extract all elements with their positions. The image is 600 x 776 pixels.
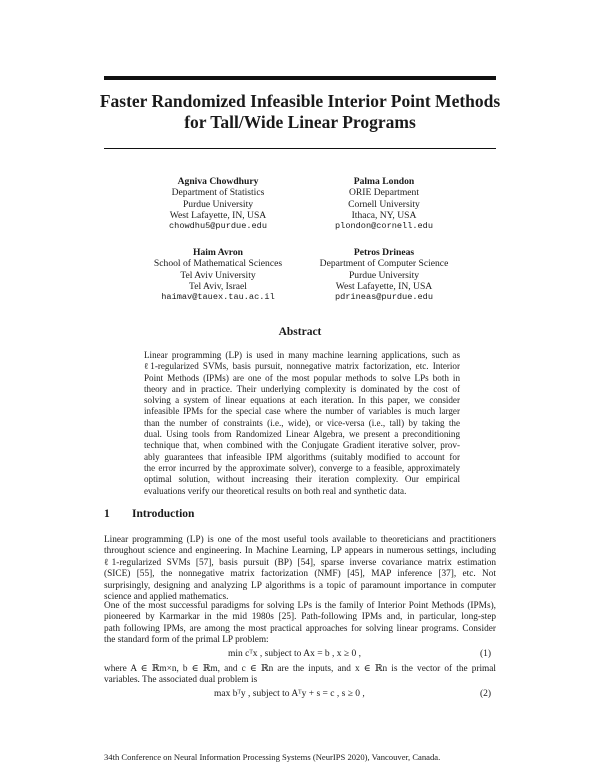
author-email[interactable]: plondon@cornell.edu (335, 221, 433, 232)
author-affiliation: Tel Aviv, Israel (189, 280, 247, 292)
paragraph-line: the standard form of the primal LP problem: (104, 635, 269, 646)
paragraph-line: variables. The associated dual problem is (104, 675, 258, 686)
author-affiliation: Purdue University (348, 269, 420, 281)
title-line-1: Faster Randomized Infeasible Interior Point Methods (99, 91, 501, 111)
equation-number: (2) (480, 689, 492, 699)
author-affiliation: West Lafayette, IN, USA (335, 280, 433, 292)
paragraph-line: path following IPMs, are among the most practical approaches for solving linear programs. Consider (104, 623, 496, 634)
paragraph-line: science and applied mathematics. (104, 592, 229, 603)
equation-number: (1) (480, 649, 492, 659)
abstract-line: than the number of constraints (i.e., wide), or vice-versa (i.e., tall) by taking the (144, 417, 460, 428)
abstract-line: dual. Using tools from Randomized Linear Algebra, we present a preconditioning (144, 429, 460, 440)
author-name: Petros Drineas (353, 247, 415, 258)
abstract-line: Linear programming (LP) is used in many machine learning applications, such as (144, 350, 460, 360)
abstract-line: optimal solution, without increasing their iteration complexity. Our empirical (144, 474, 460, 485)
author-affiliation: Purdue University (182, 198, 254, 210)
conference-footer: 34th Conference on Neural Information Processing Systems (NeurIPS 2020), Vancouver, Canada. (104, 752, 441, 762)
paragraph-line: surprisingly, designing and analyzing LP algorithms is a topic of paramount importance in computer (104, 580, 496, 591)
abstract-line: the error incurred by the approximate solver), converge to a feasible, approximately (144, 462, 460, 473)
abstract-line: theory and in practice. Their underlying complexity is dominated by the cost of (144, 383, 460, 394)
author-name: Haim Avron (192, 247, 243, 258)
paragraph-line: throughout science and engineering. In Machine Learning, LP appears in numerous settings, including (104, 546, 496, 557)
author-affiliation: Department of Statistics (171, 187, 265, 199)
author-affiliation: Ithaca, NY, USA (351, 209, 417, 221)
section-number: 1 (104, 508, 110, 520)
author-affiliation: Department of Computer Science (319, 258, 449, 270)
paragraph-line: Linear programming (LP) is one of the most useful tools available to theoreticians and practitioners (104, 535, 496, 545)
author-affiliation: Tel Aviv University (180, 269, 256, 281)
abstract-line: Point Methods (IPMs) are one of the most popular methods to solve LPs both in (144, 372, 460, 383)
paragraph-line: ℓ1-regularized SVMs [57], basis pursuit (BP) [54], sparse inverse covariance matrix estimation (104, 557, 496, 568)
abstract-heading: Abstract (278, 326, 322, 338)
abstract-body (144, 350, 460, 497)
title-bottom-rule (104, 148, 496, 149)
title-line-2: for Tall/Wide Linear Programs (184, 112, 416, 132)
section-heading-introduction (104, 508, 194, 520)
author-name: Palma London (353, 176, 415, 187)
abstract-line: infeasible IPMs for the special case where the number of variables is much larger (144, 406, 460, 417)
paper-title (80, 91, 520, 133)
equation-primal-lp: min cᵀx , subject to Ax = b , x ≥ 0 , (228, 649, 362, 659)
intro-paragraph-1 (104, 535, 496, 603)
paragraph-line: pioneered by Karmarkar in the mid 1980s [25]. Path-following IPMs and, in particular, long-step (104, 612, 496, 623)
abstract-line: ably guarantees that infeasible IPM algorithms (suitably modified to account for (144, 451, 460, 462)
author-affiliation: West Lafayette, IN, USA (169, 209, 267, 221)
author-block (284, 176, 484, 232)
author-affiliation: School of Mathematical Sciences (153, 258, 283, 270)
intro-paragraph-2 (104, 601, 496, 647)
author-email[interactable]: chowdhu5@purdue.edu (169, 221, 267, 232)
paragraph-line: One of the most successful paradigms for solving LPs is the family of Interior Point Methods (IPMs), (104, 601, 496, 611)
author-affiliation: Cornell University (348, 198, 420, 210)
author-affiliation: ORIE Department (348, 187, 420, 199)
title-top-rule (104, 76, 496, 80)
paragraph-line: (SICE) [55], the nonnegative matrix factorization (NMF) [45], MAP inference [37], etc. Not (104, 569, 496, 580)
abstract-line: technique that, when combined with the Conjugate Gradient iterative solver, prov- (144, 440, 460, 451)
paragraph-line: where A ∈ ℝm×n, b ∈ ℝm, and c ∈ ℝn are the inputs, and x ∈ ℝn is the vector of the primal (104, 664, 496, 674)
author-email[interactable]: haimav@tauex.tau.ac.il (161, 292, 275, 303)
author-block (284, 247, 484, 303)
author-name: Agniva Chowdhury (177, 176, 259, 187)
abstract-line: solving a system of linear equations at each iteration. In this paper, we consider (144, 395, 460, 406)
equation-dual-lp: max bᵀy , subject to Aᵀy + s = c , s ≥ 0 , (214, 689, 365, 699)
intro-paragraph-3 (104, 664, 496, 687)
abstract-line: ℓ1-regularized SVMs, basis pursuit, nonnegative matrix factorization, etc. Interior (144, 361, 460, 372)
section-title: Introduction (132, 508, 195, 520)
abstract-line: evaluations verify our theoretical results on both real and synthetic data. (144, 485, 407, 496)
author-email[interactable]: pdrineas@purdue.edu (335, 292, 433, 303)
